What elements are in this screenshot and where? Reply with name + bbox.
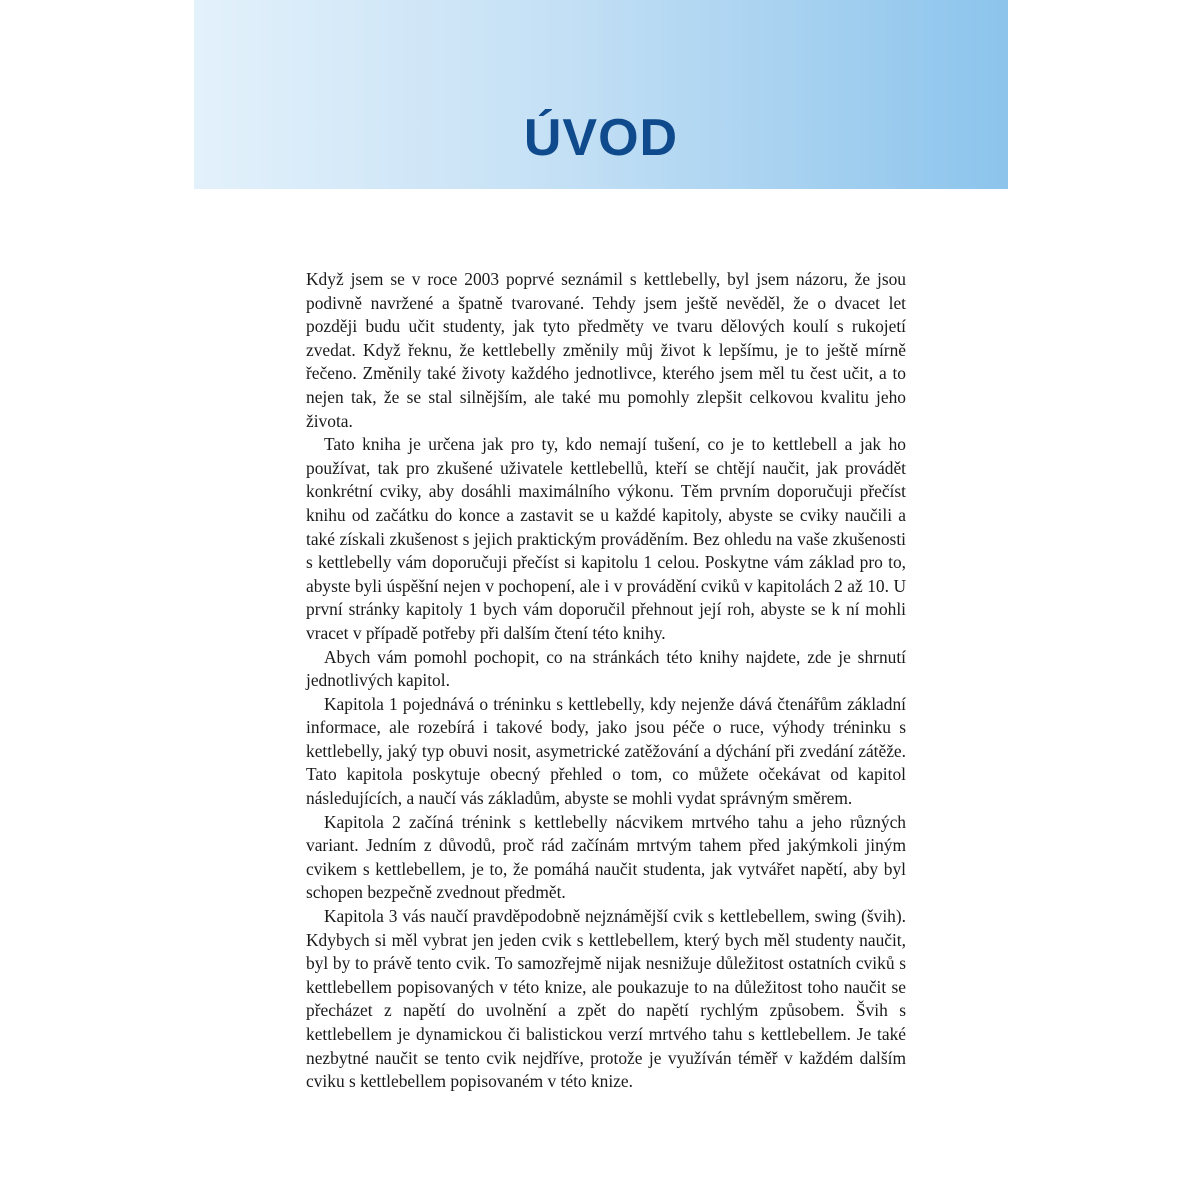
body-text: [306, 268, 906, 1094]
paragraph-intro: Když jsem se v roce 2003 poprvé seznámil s kettlebelly, byl jsem názoru, že jsou podivně navržené a špatně tvarované. Tehdy jsem ještě nevěděl, že o dvacet let později budu učit studenty, jak tyto předměty ve tvaru dělových koulí s rukojetí zvedat. Když řeknu, že kettlebelly změnily můj život k lepšímu, je to ještě mírně řečeno. Změnily také životy každého jednotlivce, kterého jsem měl tu čest učit, a to nejen tak, že se stal silnějším, ale také mu pomohly zlepšit celkovou kvalitu jeho života.: [306, 269, 906, 431]
paragraph-summary-intro: Abych vám pomohl pochopit, co na stránkách této knihy najdete, zde je shrnutí jednotlivých kapitol.: [306, 646, 906, 691]
paragraph-chapter-2: Kapitola 2 začíná trénink s kettlebelly nácvikem mrtvého tahu a jeho různých variant. Jedním z důvodů, proč rád začínám mrtvým tahem před jakýmkoli jiným cvikem s kettlebellem, je to, že pomáhá naučit studenta, jak vytvářet napětí, aby byl schopen bezpečně zvednout předmět.: [306, 811, 906, 903]
paragraph-audience: Tato kniha je určena jak pro ty, kdo nemají tušení, co je to kettlebell a jak ho používat, tak pro zkušené uživatele kettlebellů, kteří se chtějí naučit, jak provádět konkrétní cviky, aby dosáhli maximálního výkonu. Těm prvním doporučuji přečíst knihu od začátku do konce a zastavit se u každé kapitoly, abyste se cviky naučili a také získali zkušenost s jejich praktickým prováděním. Bez ohledu na vaše zkušenosti s kettlebelly vám doporučuji přečíst si kapitolu 1 celou. Poskytne vám základ pro to, abyste byli úspěšní nejen v pochopení, ale i v provádění cviků v kapitolách 2 až 10. U první stránky kapitoly 1 bych vám doporučil přehnout její roh, abyste se k ní mohli vracet v případě potřeby při dalším čtení této knihy.: [306, 434, 906, 643]
chapter-header-band: [194, 0, 1008, 189]
paragraph-chapter-3: Kapitola 3 vás naučí pravděpodobně nejznámější cvik s kettlebellem, swing (švih). Kdybych si měl vybrat jen jeden cvik s kettlebellem, který bych měl studenty naučit, byl by to právě tento cvik. To samozřejmě nijak nesnižuje důležitost ostatních cviků s kettlebellem popisovaných v této knize, ale poukazuje to na důležitost toho naučit se přecházet z napětí do uvolnění a zpět do napětí rychlým způsobem. Švih s kettlebellem je dynamickou či balistickou verzí mrtvého tahu s kettlebellem. Je také nezbytné naučit se tento cvik nejdříve, protože je využíván téměř v každém dalším cviku s kettlebellem popisovaném v této knize.: [306, 906, 906, 1092]
chapter-title: ÚVOD: [523, 109, 679, 167]
paragraph-chapter-1: Kapitola 1 pojednává o tréninku s kettlebelly, kdy nejenže dává čtenářům základní informace, ale rozebírá i takové body, jako jsou péče o ruce, výhody tréninku s kettlebelly, jaký typ obuvi nosit, asymetrické zatěžování a dýchání při zvedání zátěže. Tato kapitola poskytuje obecný přehled o tom, co můžete očekávat od kapitol následujících, a naučí vás základům, abyste se mohli vydat správným směrem.: [306, 693, 906, 809]
